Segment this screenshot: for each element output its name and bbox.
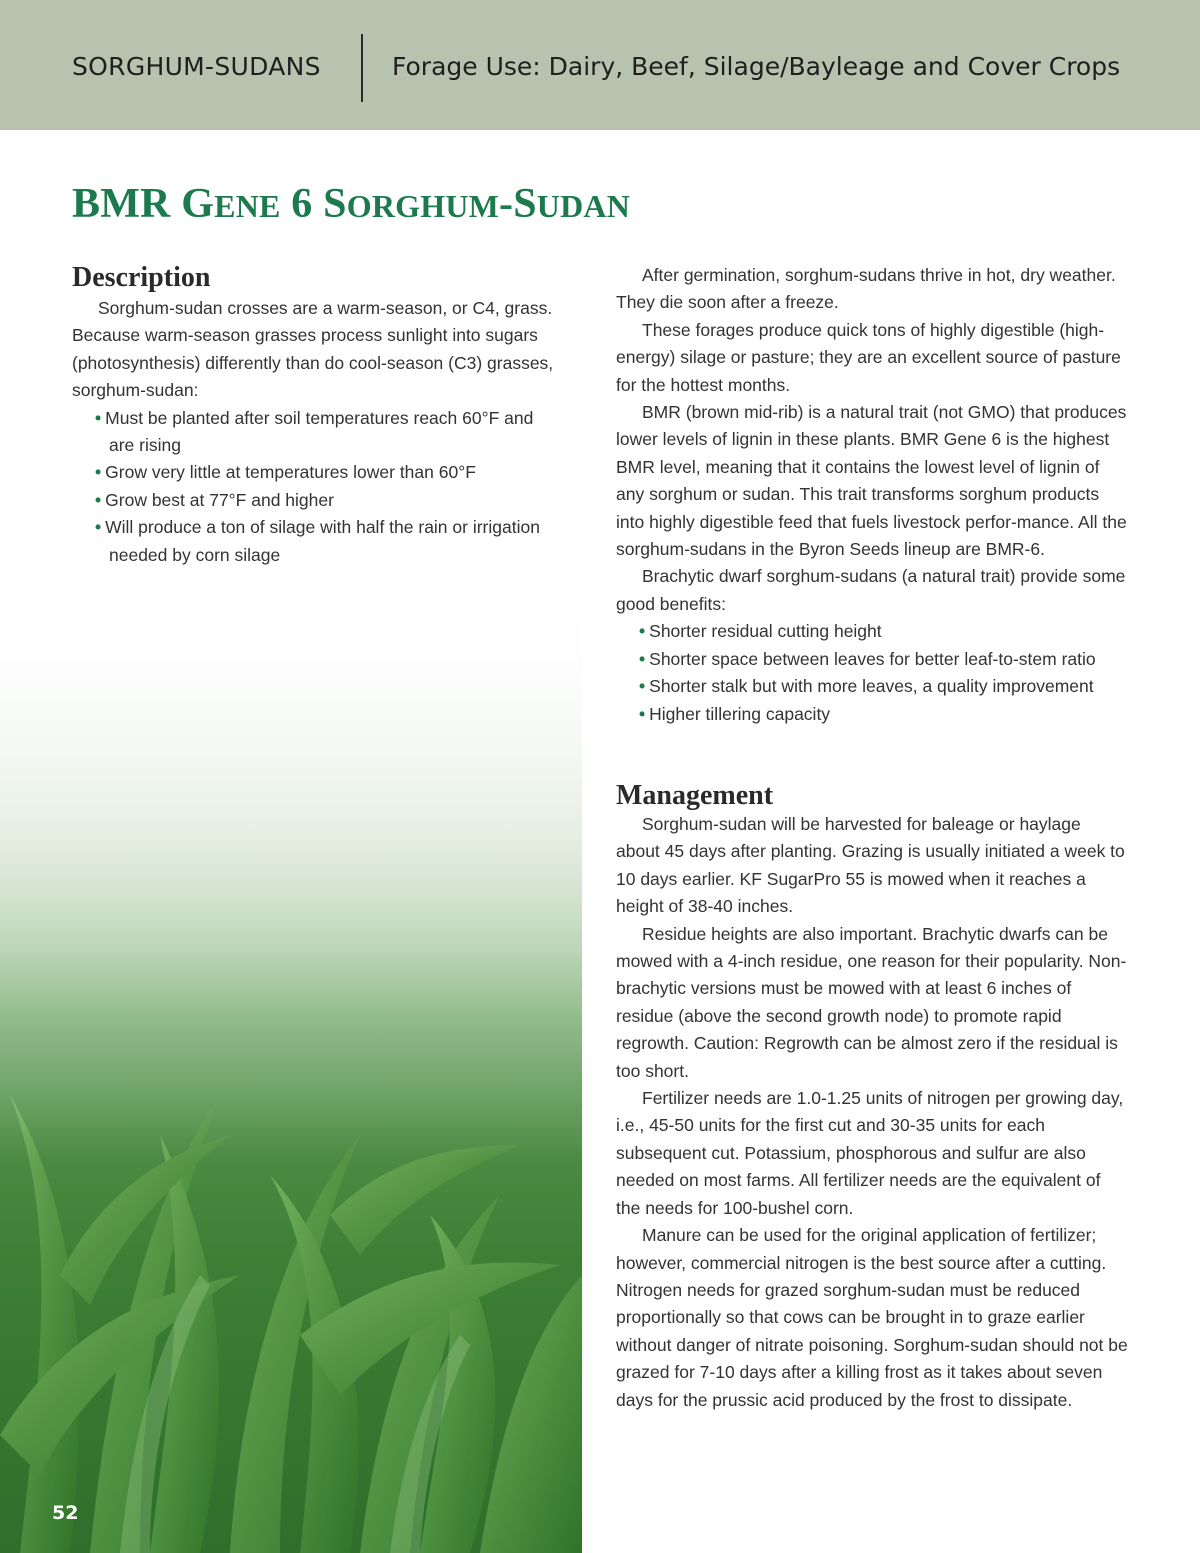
list-item: • Shorter space between leaves for better leaf-to-stem ratio — [639, 648, 1096, 669]
list-item: • Must be planted after soil temperatures reach 60°F and are rising — [95, 407, 534, 456]
management-heading: Management — [616, 780, 774, 811]
list-item: • Grow best at 77°F and higher — [95, 489, 334, 510]
description-heading: Description — [72, 262, 211, 293]
management-body — [616, 811, 1128, 1414]
paragraph: Brachytic dwarf sorghum-sudans (a natural trait) provide some good benefits: — [616, 566, 1126, 614]
list-item: • Will produce a ton of silage with half the rain or irrigation needed by corn silage — [95, 517, 540, 565]
right-column-body — [616, 262, 1128, 728]
paragraph: Manure can be used for the original application of fertilizer; however, commercial nitrogen is the best source after a cutting. Nitrogen needs for grazed sorghum-sudan must be reduced proportionally so that cows can be brought in to graze earlier without danger of nitrate poisoning. Sorghum-sudan should not be grazed for 7-10 days after a killing frost as it takes about seven days for the prussic acid produced by the frost to dissipate. — [616, 1225, 1128, 1410]
list-item: • Grow very little at temperatures lower than 60°F — [95, 462, 476, 483]
list-item: • Higher tillering capacity — [639, 703, 831, 724]
section-label: SORGHUM-SUDANS — [72, 52, 321, 81]
header-band — [0, 0, 1200, 130]
sorghum-field-photo — [0, 575, 582, 1553]
list-item: • Shorter stalk but with more leaves, a quality improvement — [639, 676, 1094, 697]
description-body — [72, 295, 562, 569]
page-title: BMR GENE 6 SORGHUM-SUDAN — [72, 181, 631, 227]
paragraph: Sorghum-sudan will be harvested for baleage or haylage about 45 days after planting. Grazing is usually initiated a week to 10 days earlier. KF SugarPro 55 is mowed when it reaches a height of 38-40 inches. — [616, 814, 1125, 917]
header-divider — [361, 34, 363, 102]
paragraph: Residue heights are also important. Brachytic dwarfs can be mowed with a 4-inch residue, one reason for their popularity. Non-brachytic versions must be mowed with at least 6 inches of residue (above the second growth node) to promote rapid regrowth. Caution: Regrowth can be almost zero if the residual is too short. — [616, 923, 1127, 1081]
page-number: 52 — [52, 1502, 79, 1524]
list-item: • Shorter residual cutting height — [639, 621, 882, 642]
paragraph: After germination, sorghum-sudans thrive in hot, dry weather. They die soon after a freeze. — [616, 265, 1116, 313]
description-intro: Sorghum-sudan crosses are a warm-season, or C4, grass. Because warm-season grasses process sunlight into sugars (photosynthesis) differently than do cool-season (C3) grasses, sorghum-sudan: — [72, 298, 554, 401]
paragraph: BMR (brown mid-rib) is a natural trait (not GMO) that produces lower levels of lignin in these plants. BMR Gene 6 is the highest BMR level, meaning that it contains the lowest level of lignin of any sorghum or sudan. This trait transforms sorghum products into highly digestible feed that fuels livestock perfor-mance. All the sorghum-sudans in the Byron Seeds lineup are BMR-6. — [616, 402, 1127, 560]
paragraph: Fertilizer needs are 1.0-1.25 units of nitrogen per growing day, i.e., 45-50 units for the first cut and 30-35 units for each subsequent cut. Potassium, phosphorous and sulfur are also needed on most farms. All fertilizer needs are the equivalent of the needs for 100-bushel corn. — [616, 1088, 1124, 1218]
paragraph: These forages produce quick tons of highly digestible (high-energy) silage or pasture; they are an excellent source of pasture for the hottest months. — [616, 319, 1121, 395]
forage-use-label: Forage Use: Dairy, Beef, Silage/Bayleage and Cover Crops — [392, 52, 1121, 81]
